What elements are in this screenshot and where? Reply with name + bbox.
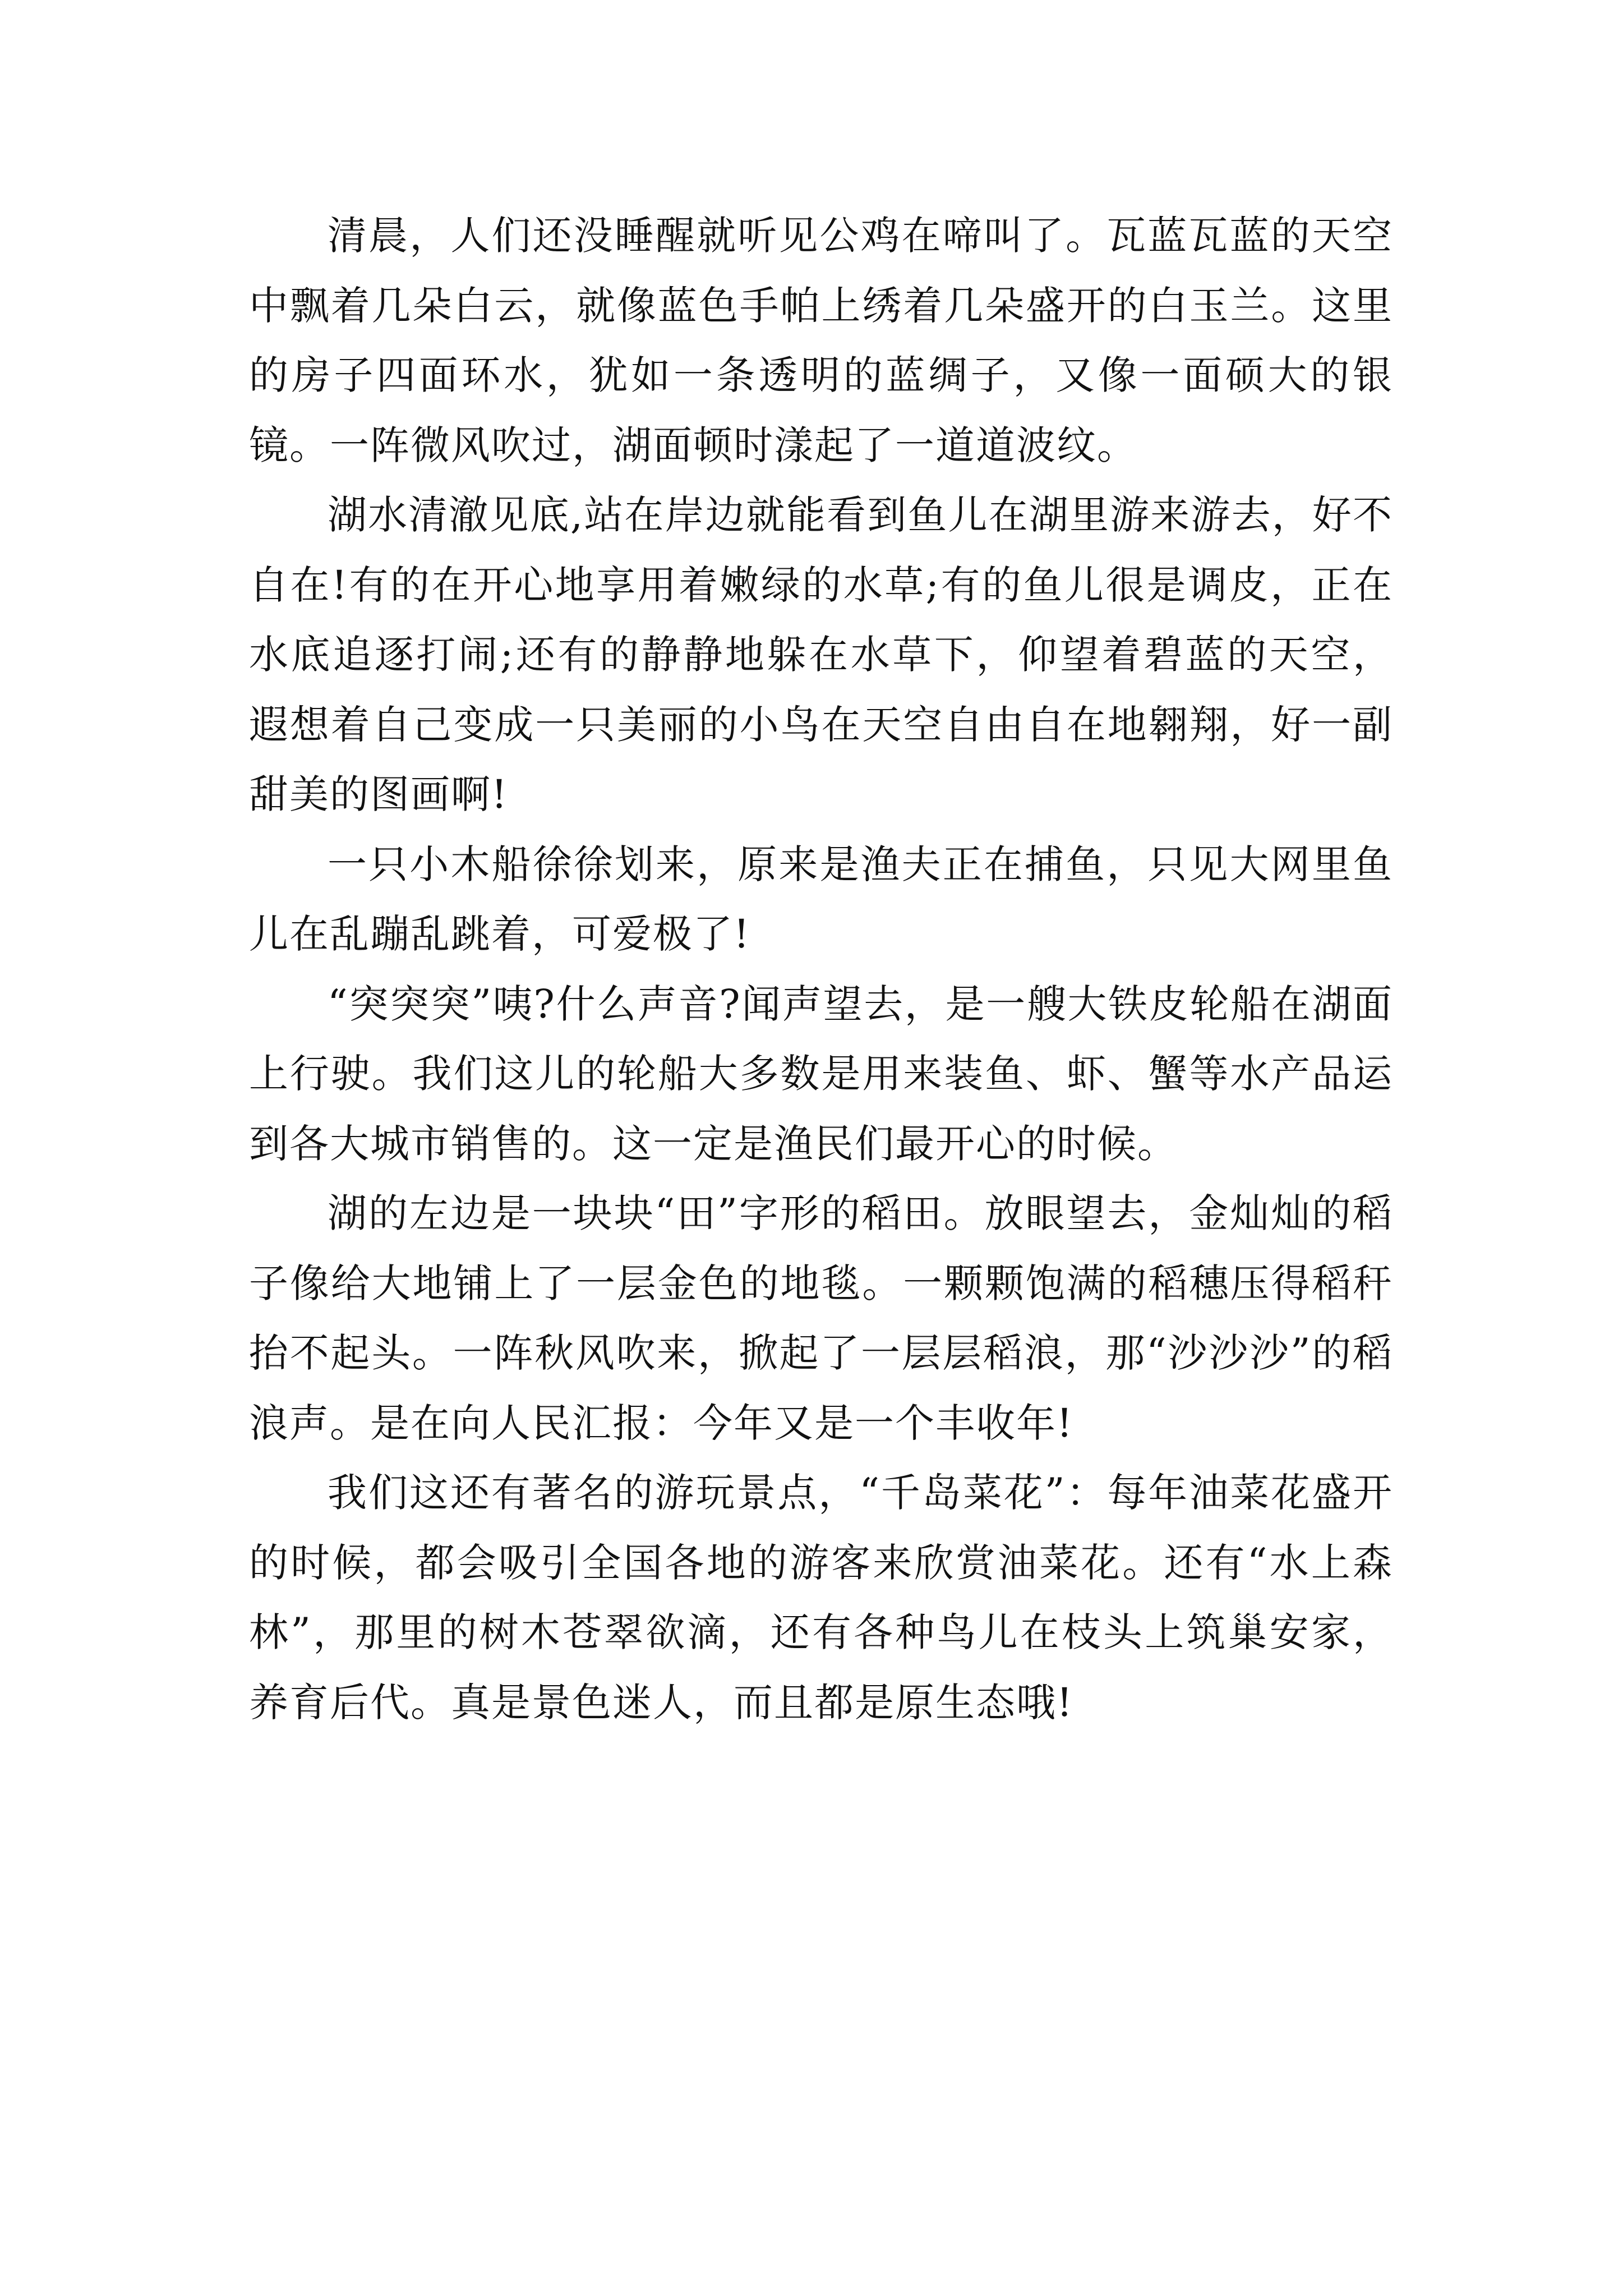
paragraph-4: “突突突”咦?什么声音?闻声望去，是一艘大铁皮轮船在湖面上行驶。我们这儿的轮船大多数是用来装鱼、虾、蟹等水产品运到各大城市销售的。这一定是渔民们最开心的时候。 <box>249 981 1393 1167</box>
paragraph-5: 湖的左边是一块块“田”字形的稻田。放眼望去，金灿灿的稻子像给大地铺上了一层金色的地毯。一颗颗饱满的稻穗压得稻秆抬不起头。一阵秋风吹来，掀起了一层层稻浪，那“沙沙沙”的稻浪声。是在向人民汇报：今年又是一个丰收年! <box>249 1190 1393 1446</box>
paragraph-6: 我们这还有著名的游玩景点，“千岛菜花”：每年油菜花盛开的时候，都会吸引全国各地的游客来欣赏油菜花。还有“水上森林”，那里的树木苍翠欲滴，还有各种鸟儿在枝头上筑巢安家，养育后代。真是景色迷人，而且都是原生态哦! <box>249 1470 1393 1726</box>
paragraph-1: 清晨，人们还没睡醒就听见公鸡在啼叫了。瓦蓝瓦蓝的天空中飘着几朵白云，就像蓝色手帕上绣着几朵盛开的白玉兰。这里的房子四面环水，犹如一条透明的蓝绸子，又像一面硕大的银镜。一阵微风吹过，湖面顿时漾起了一道道波纹。 <box>249 213 1393 468</box>
document-body <box>249 201 1393 1737</box>
paragraph-3: 一只小木船徐徐划来，原来是渔夫正在捕鱼，只见大网里鱼儿在乱蹦乱跳着，可爱极了! <box>249 841 1393 957</box>
paragraph-2: 湖水清澈见底,站在岸边就能看到鱼儿在湖里游来游去，好不自在!有的在开心地享用着嫩绿的水草;有的鱼儿很是调皮，正在水底追逐打闹;还有的静静地躲在水草下，仰望着碧蓝的天空，遐想着自己变成一只美丽的小鸟在天空自由自在地翱翔，好一副甜美的图画啊! <box>249 492 1393 817</box>
